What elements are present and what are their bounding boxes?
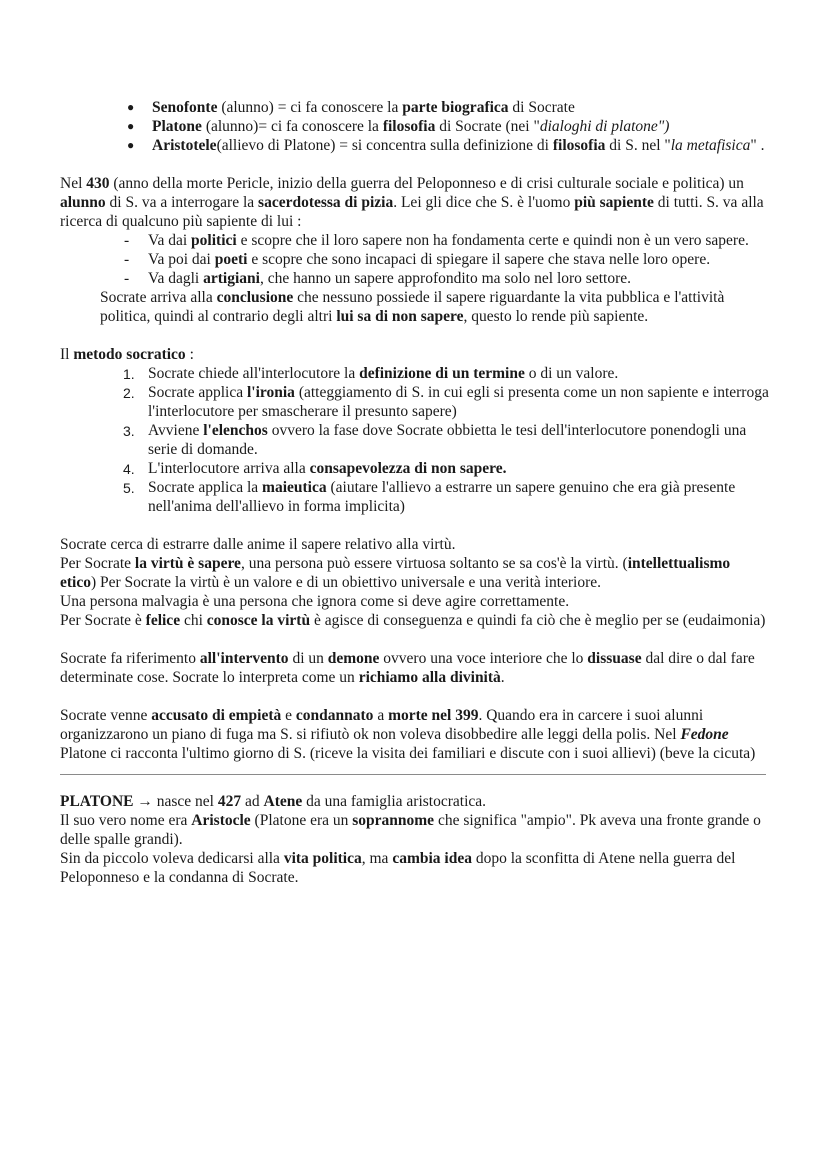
list-item: - Va dagli artigiani, che hanno un sapere approfondito ma solo nel loro settore. (148, 269, 770, 288)
method-heading: Il metodo socratico : (60, 346, 194, 363)
visits-list (60, 231, 770, 288)
section-divider (60, 774, 766, 775)
document-page (60, 98, 770, 887)
list-item: 3. Avviene l'elenchos ovvero la fase dove Socrate obbietta le tesi dell'interlocutore ponendogli una serie di domande. (123, 422, 747, 458)
text-line: Una persona malvagia è una persona che ignora come si deve agire correttamente. (60, 593, 570, 610)
list-item: ● Platone (alunno)= ci fa conoscere la filosofia di Socrate (nei "dialoghi di platone") (152, 117, 770, 136)
text-line: PLATONE → nasce nel 427 ad Atene da una famiglia aristocratica. (60, 793, 487, 810)
demon-paragraph: Socrate fa riferimento all'intervento di un demone ovvero una voce interiore che lo dissuase dal dire o dal fare determinate cose. Socrate lo interpreta come un richiamo alla divinità. (60, 650, 755, 686)
step-number: 3. (123, 423, 135, 439)
platone-section (60, 792, 770, 887)
oracle-intro-paragraph: Nel 430 (anno della morte Pericle, inizio della guerra del Peloponneso e di crisi culturale sociale e politica) un alunno di S. va a interrogare la sacerdotessa di pizia. Lei gli dice che S. è l'uomo più sapiente di tutti. S. va alla ricerca di qualcuno più sapiente di lui : (60, 175, 764, 230)
oracle-conclusion-paragraph: Socrate arriva alla conclusione che nessuno possiede il sapere riguardante la vita pubblica e l'attività politica, quindi al contrario degli altri lui sa di non sapere, questo lo rende più sapiente. (100, 289, 725, 325)
list-item: 1. Socrate chiede all'interlocutore la definizione di un termine o di un valore. (123, 365, 619, 382)
list-item: 4. L'interlocutore arriva alla consapevolezza di non sapere. (123, 460, 507, 477)
step-number: 4. (123, 461, 135, 477)
text-line: Per Socrate la virtù è sapere, una persona può essere virtuosa soltanto se sa cos'è la virtù. (intellettualismo etico) Per Socrate la virtù è un valore e di un obiettivo universale e una verità interiore. (60, 555, 731, 591)
text-line: Socrate cerca di estrarre dalle anime il sapere relativo alla virtù. (60, 536, 456, 553)
virtue-section (60, 535, 770, 630)
list-item: 5. Socrate applica la maieutica (aiutare l'allievo a estrarre un sapere genuino che era già presente nell'anima dell'allievo in forma implicita) (123, 479, 736, 515)
list-item: ● Aristotele(allievo di Platone) = si concentra sulla definizione di filosofia di S. nel "la metafisica" . (152, 136, 770, 155)
death-paragraph: Socrate venne accusato di empietà e condannato a morte nel 399. Quando era in carcere i suoi alunni organizzarono un piano di fuga ma S. si rifiutò ok non voleva disobbedire alle leggi della polis. Nel Fedone Platone ci racconta l'ultimo giorno di S. (riceve la visita dei familiari e discute con i suoi allievi) (beve la cicuta) (60, 707, 756, 762)
text-line: Per Socrate è felice chi conosce la virtù è agisce di conseguenza e quindi fa ciò che è meglio per se (eudaimonia) (60, 612, 766, 629)
list-item: 2. Socrate applica l'ironia (atteggiamento di S. in cui egli si presenta come un non sapiente e interroga l'interlocutore per smascherare il presunto sapere) (123, 384, 769, 420)
list-item: ● Senofonte (alunno) = ci fa conoscere la parte biografica di Socrate (152, 98, 770, 117)
step-number: 1. (123, 366, 135, 382)
step-number: 2. (123, 385, 135, 401)
method-steps-list (60, 364, 770, 516)
list-item: - Va poi dai poeti e scopre che sono incapaci di spiegare il sapere che stava nelle loro opere. (148, 250, 770, 269)
step-number: 5. (123, 480, 135, 496)
text-line: Sin da piccolo voleva dedicarsi alla vita politica, ma cambia idea dopo la sconfitta di Atene nella guerra del Peloponneso e la condanna di Socrate. (60, 850, 736, 886)
list-item: - Va dai politici e scopre che il loro sapere non ha fondamenta certe e quindi non è un vero sapere. (148, 231, 770, 250)
text-line: Il suo vero nome era Aristocle (Platone era un soprannome che significa "ampio". Pk aveva una fronte grande o delle spalle grandi). (60, 812, 761, 848)
sources-list (60, 98, 770, 155)
